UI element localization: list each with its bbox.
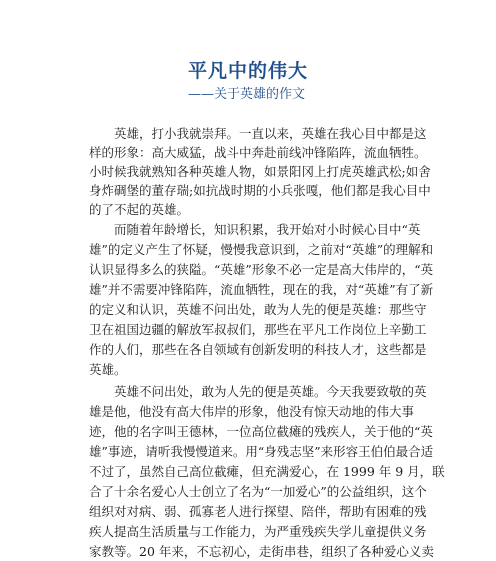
- body-line: 迹，他的名字叫王德林，一位高位截瘫的残疾人，关于他的“英: [89, 424, 433, 439]
- body-line: 雄是他，他没有高大伟岸的形象，他没有惊天动地的伟大事: [89, 404, 415, 419]
- body-line: 家教等。20 年来，不忘初心，走街串巷，组织了各种爱心义卖: [89, 544, 434, 559]
- body-line: 不过了，虽然自己高位截瘫，但充满爱心，在 1999 年 9 月，联: [89, 464, 445, 479]
- body-line: 样的形象：高大威猛，战斗中奔赴前线冲锋陷阵，流血牺牲。: [89, 145, 427, 160]
- body-line: 组织对对病、弱、孤寡老人进行探望、陪伴，帮助有困难的残: [89, 504, 427, 519]
- document-title: 平凡中的伟大: [187, 60, 308, 82]
- body-line: 合了十余名爱心人士创立了名为“一加爱心”的公益组织，这个: [89, 484, 427, 499]
- body-line: 雄”的定义产生了怀疑，慢慢我意识到，之前对“英雄”的理解和: [89, 242, 434, 257]
- body-line: 的定义和认识，英雄不问出处，敢为人先的便是英雄：那些守: [89, 302, 427, 317]
- body-line: 而随着年龄增长，知识积累，我开始对小时候心目中“英: [114, 222, 421, 237]
- body-line: 卫在祖国边疆的解放军叔叔们，那些在平凡工作岗位上辛勤工: [89, 322, 427, 337]
- body-line: 雄”并不需要冲锋陷阵，流血牺牲，现在的我，对“英雄”有了新: [89, 282, 434, 297]
- body-line: 认识显得多么的狭隘。“英雄”形象不必一定是高大伟岸的，“英: [89, 262, 434, 277]
- document-subtitle: ——关于英雄的作文: [188, 87, 306, 102]
- body-line: 英雄不问出处，敢为人先的便是英雄。今天我要致敬的英: [114, 384, 427, 399]
- body-line: 英雄。: [89, 362, 127, 377]
- body-line: 疾人提高生活质量与工作能力，为严重残疾失学儿童提供义务: [89, 524, 427, 539]
- body-line: 作的人们，那些在各自领域有创新发明的科技人才，这些都是: [89, 342, 427, 357]
- body-line: 雄”事迹，请听我慢慢道来。用“身残志坚”来形容王伯伯最合适: [89, 444, 434, 459]
- body-line: 英雄，打小我就崇拜。一直以来，英雄在我心目中都是这: [114, 126, 427, 141]
- body-line: 的了不起的英雄。: [89, 202, 190, 217]
- body-line: 小时候我就熟知各种英雄人物，如景阳冈上打虎英雄武松;如舍: [89, 164, 431, 179]
- body-line: 身炸碉堡的董存瑞;如抗战时期的小兵张嘎，他们都是我心目中: [89, 183, 431, 198]
